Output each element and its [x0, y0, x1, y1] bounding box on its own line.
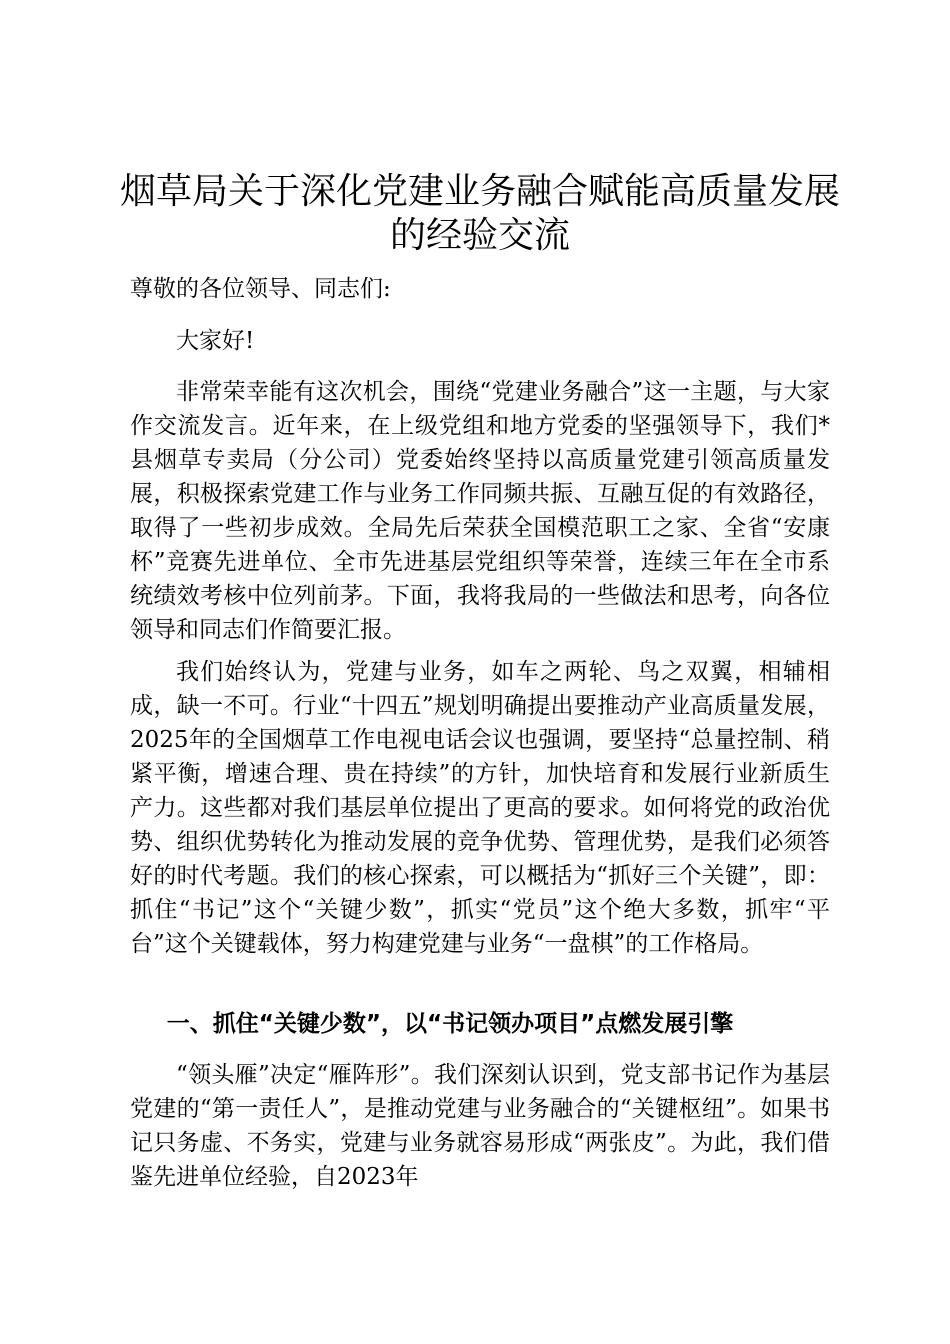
section-1-heading: 一、抓住“关键少数”，以“书记领办项目”点燃发展引擎	[166, 1011, 734, 1037]
greeting: 大家好!	[176, 328, 255, 354]
paragraph-1: 非常荣幸能有这次机会，围绕“党建业务融合”这一主题，与大家作交流发言。近年来，在上级党组和地方党委的坚强领导下，我们*县烟草专卖局（分公司）党委始终坚持以高质量党建引领高质量发展，积极探索党建工作与业务工作同频共振、互融互促的有效路径，取得了一些初步成效。全局先后荣获全国模范职工之家、全省“安康杯”竞赛先进单位、全市先进基层党组织等荣誉，连续三年在全市系统绩效考核中位列前茅。下面，我将我局的一些做法和思考，向各位领导和同志们作简要汇报。	[130, 379, 830, 643]
document-title: 烟草局关于深化党建业务融合赋能高质量发展的经验交流	[120, 171, 841, 256]
paragraph-3: “领头雁”决定“雁阵形”。我们深刻认识到，党支部书记作为基层党建的“第一责任人”，是推动党建与业务融合的“关键枢纽”。如果书记只务虚、不务实，党建与业务就容易形成“两张皮”。为此，我们借鉴先进单位经验，自2023年	[130, 1062, 830, 1190]
paragraph-2: 我们始终认为，党建与业务，如车之两轮、鸟之双翼，相辅相成，缺一不可。行业“十四五”规划明确提出要推动产业高质量发展，2025年的全国烟草工作电视电话会议也强调，要坚持“总量控制、稍紧平衡，增速合理、贵在持续”的方针，加快培育和发展行业新质生产力。这些都对我们基层单位提出了更高的要求。如何将党的政治优势、组织优势转化为推动发展的竞争优势、管理优势，是我们必须答好的时代考题。我们的核心探索，可以概括为“抓好三个关键”，即：抓住“书记”这个“关键少数”，抓实“党员”这个绝大多数，抓牢“平台”这个关键载体，努力构建党建与业务“一盘棋”的工作格局。	[130, 659, 830, 957]
salutation: 尊敬的各位领导、同志们:	[130, 276, 391, 302]
